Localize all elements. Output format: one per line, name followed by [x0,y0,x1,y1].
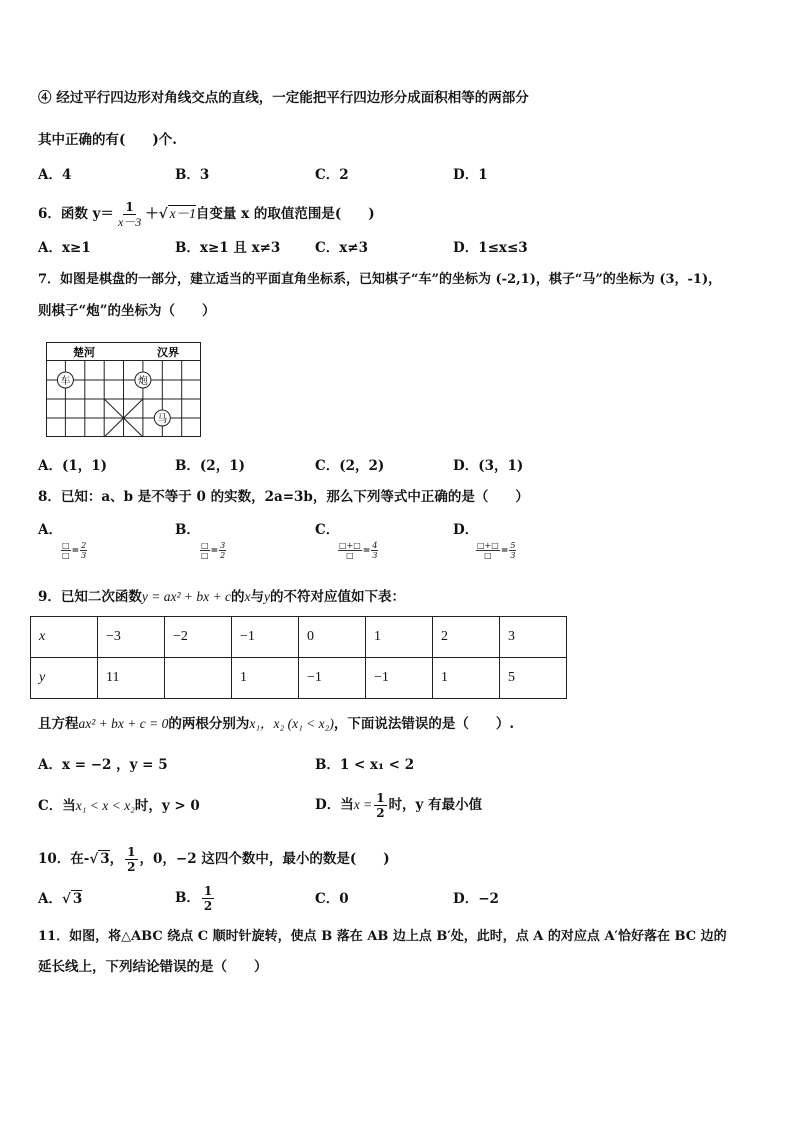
q8-option-b [175,521,227,560]
q9-opt-d-frac [374,791,386,820]
table-cell: y [31,658,98,699]
q7-option-d: D．(3，1) [453,458,524,474]
q5-option-a: A．4 [38,167,72,183]
chess-board-figure [46,342,202,438]
q10-option-d: D．−2 [453,891,499,907]
q5-option-b: B．3 [175,167,210,183]
q8-a-r-den: 3 [81,551,87,560]
q10-frac-num: 1 [127,845,136,859]
q11-line-1: 11．如图，将△ABC 绕点 C 顺时针旋转，使点 B 落在 AB 边上点 B′处，此时，点 A 的对应点 A′恰好落在 BC 边的 [38,929,727,944]
q9-value-table [30,616,567,699]
table-cell: 11 [98,658,165,699]
piece-che-label: 车 [60,376,71,387]
q8-b-r-den: 2 [220,551,226,560]
q6-stem [38,200,375,229]
board-label-left: 楚河 [73,346,95,359]
q10-opt-b-frac [202,884,214,913]
q8-option-d-letter: D． [453,522,479,538]
q8-a-right-frac [80,541,87,560]
piece-pao [135,372,151,388]
q6-prefix: 6．函数 y＝ [38,206,114,222]
q8-option-b-letter: B． [175,522,200,538]
piece-pao-label: 炮 [137,376,148,387]
board-label-right: 汉界 [157,346,179,359]
q9-stem-suffix: 的不符对应值如下表： [270,589,406,605]
table-cell: 5 [500,658,567,699]
q9-cond-mid: 的两根分别为 [168,716,250,732]
q10-frac-den: 2 [127,860,136,874]
table-cell: 0 [299,617,366,658]
q6-sqrt: √ x－1 [158,206,196,222]
q7-line-1: 7．如图是棋盘的一部分，建立适当的平面直角坐标系，已知棋子“车”的坐标为 (-2,1)，棋子“马”的坐标为 (3，-1)， [38,272,722,287]
q9-cond-suffix: ，下面说法错误的是（ ）. [333,716,515,732]
q9-cond-prefix: 且方程 [38,716,79,732]
q9-cond-roots: x₁，x₂ (x₁ < x₂) [249,716,334,731]
q8-c-l-den: □ [346,551,354,560]
piece-ma-label: 马 [157,414,168,425]
statement-4: ④ 经过平行四边形对角线交点的直线，一定能把平行四边形分成面积相等的两部分 [38,90,529,106]
q8-a-r-num: 2 [81,541,87,550]
q7-option-a: A．(1，1) [38,458,108,474]
q8-d-r-den: 3 [510,551,516,560]
piece-che [57,372,73,388]
q10-opt-a-prefix: A． [38,891,62,907]
q10-sqrt: √ 3 [89,851,110,867]
q8-b-right-frac [219,541,226,560]
q6-option-d: D．1≤x≤3 [453,240,528,256]
piece-ma [154,410,170,426]
q8-b-equals: = [210,545,219,556]
q8-a-left-frac [61,541,71,560]
q8-option-d [453,521,517,560]
q9-stem-prefix: 9．已知二次函数 [38,589,142,605]
q9-opt-d-den: 2 [376,806,385,820]
q9-opt-c-suffix: 时，y > 0 [134,798,200,814]
q8-option-a [38,521,88,560]
table-cell [165,658,232,699]
q8-d-equals: = [500,545,509,556]
q10-sqrt-content: 3 [100,851,110,867]
q8-c-l-num: □+□ [339,541,361,550]
q11-line-2: 延长线上，下列结论错误的是（ ） [38,959,268,975]
q10-opt-b-num: 1 [203,884,213,898]
q6-option-a: A．x≥1 [38,240,91,256]
q9-opt-c-prefix: C．当 [38,798,76,814]
q8-option-c [315,521,379,560]
q9-opt-c-math: x₁ < x < x₂ [75,798,135,813]
q10-option-c: C．0 [315,891,349,907]
q8-c-r-den: 3 [372,551,378,560]
table-cell: 2 [433,617,500,658]
q9-option-c [38,797,200,815]
q7-option-b: B．(2，1) [175,458,245,474]
q9-stem [38,588,405,606]
q8-d-right-frac [509,541,516,560]
table-cell: 3 [500,617,567,658]
q10-stem [38,845,390,874]
q8-c-left-frac [338,541,362,560]
q7-line-2: 则棋子“炮”的坐标为（ ） [38,303,216,319]
table-cell: 1 [232,658,299,699]
q5-option-c: C．2 [315,167,349,183]
q8-c-right-frac [371,541,378,560]
q8-c-r-num: 4 [372,541,378,550]
q8-d-left-frac [476,541,500,560]
q8-stem: 8．已知：a、b 是不等于 0 的实数，2a=3b，那么下列等式中正确的是（ ） [38,489,529,505]
q9-var-x: x [244,589,251,604]
table-cell: 1 [366,617,433,658]
table-cell: −1 [299,658,366,699]
q8-option-c-letter: C． [315,522,340,538]
q6-option-b: B．x≥1 且 x≠3 [175,240,281,256]
q9-opt-d-num: 1 [376,791,385,805]
q8-b-l-num: □ [201,541,209,550]
q6-plus: ＋ [145,206,159,222]
q9-condition [38,715,514,733]
q10-opt-b-den: 2 [203,899,213,913]
q8-a-l-den: □ [62,551,70,560]
q8-a-l-num: □ [62,541,70,550]
q10-option-b [175,882,216,914]
q6-fraction [116,200,143,229]
table-cell: 1 [433,658,500,699]
q8-c-equals: = [362,545,371,556]
q6-frac-num: 1 [125,200,134,214]
q6-sqrt-content: x－1 [169,206,196,221]
q8-b-left-frac [200,541,210,560]
q9-cond-eq: ax² + bx + c = 0 [78,716,169,731]
q9-option-d [315,790,482,820]
q10-mid1: ， [109,851,124,867]
table-cell: −3 [98,617,165,658]
q10-fraction [125,845,137,874]
q10-option-a: A．√ 3 [38,891,83,907]
q10-prefix: 10．在- [38,851,90,867]
table-cell: −1 [366,658,433,699]
table-row-x [31,617,567,658]
q8-option-a-letter: A． [38,522,62,538]
q9-formula: y = ax² + bx + c [141,589,232,604]
q8-b-l-den: □ [201,551,209,560]
q8-a-equals: = [71,545,80,556]
table-cell: −2 [165,617,232,658]
q8-d-l-num: □+□ [477,541,499,550]
q5-option-d: D．1 [453,167,488,183]
q9-stem-mid2: 与 [250,589,265,605]
table-cell: x [31,617,98,658]
q9-opt-d-suffix: 时，y 有最小值 [388,797,483,813]
q8-d-r-num: 5 [510,541,516,550]
q9-option-a: A．x = −2 ，y = 5 [38,757,168,773]
q9-stem-mid1: 的 [231,589,245,605]
table-cell: −1 [232,617,299,658]
table-row-y [31,658,567,699]
q10-suffix: ，0，−2 这四个数中，最小的数是( ) [139,851,390,867]
q8-b-r-num: 3 [220,541,226,550]
q9-opt-d-prefix: D．当 [315,797,354,813]
q9-opt-d-eq: x = [353,797,373,812]
q10-opt-b-prefix: B． [175,890,200,906]
q6-option-c: C．x≠3 [315,240,368,256]
q10-opt-a-sqrt: 3 [72,891,83,907]
q6-frac-den: x－3 [117,215,142,229]
q7-option-c: C．(2，2) [315,458,385,474]
q9-var-y: y [264,589,271,604]
q8-d-l-den: □ [484,551,492,560]
q5-prompt: 其中正确的有( )个. [38,132,177,148]
q9-option-b: B．1 < x₁ < 2 [315,757,415,773]
q6-suffix: 自变量 x 的取值范围是( ) [195,206,375,222]
